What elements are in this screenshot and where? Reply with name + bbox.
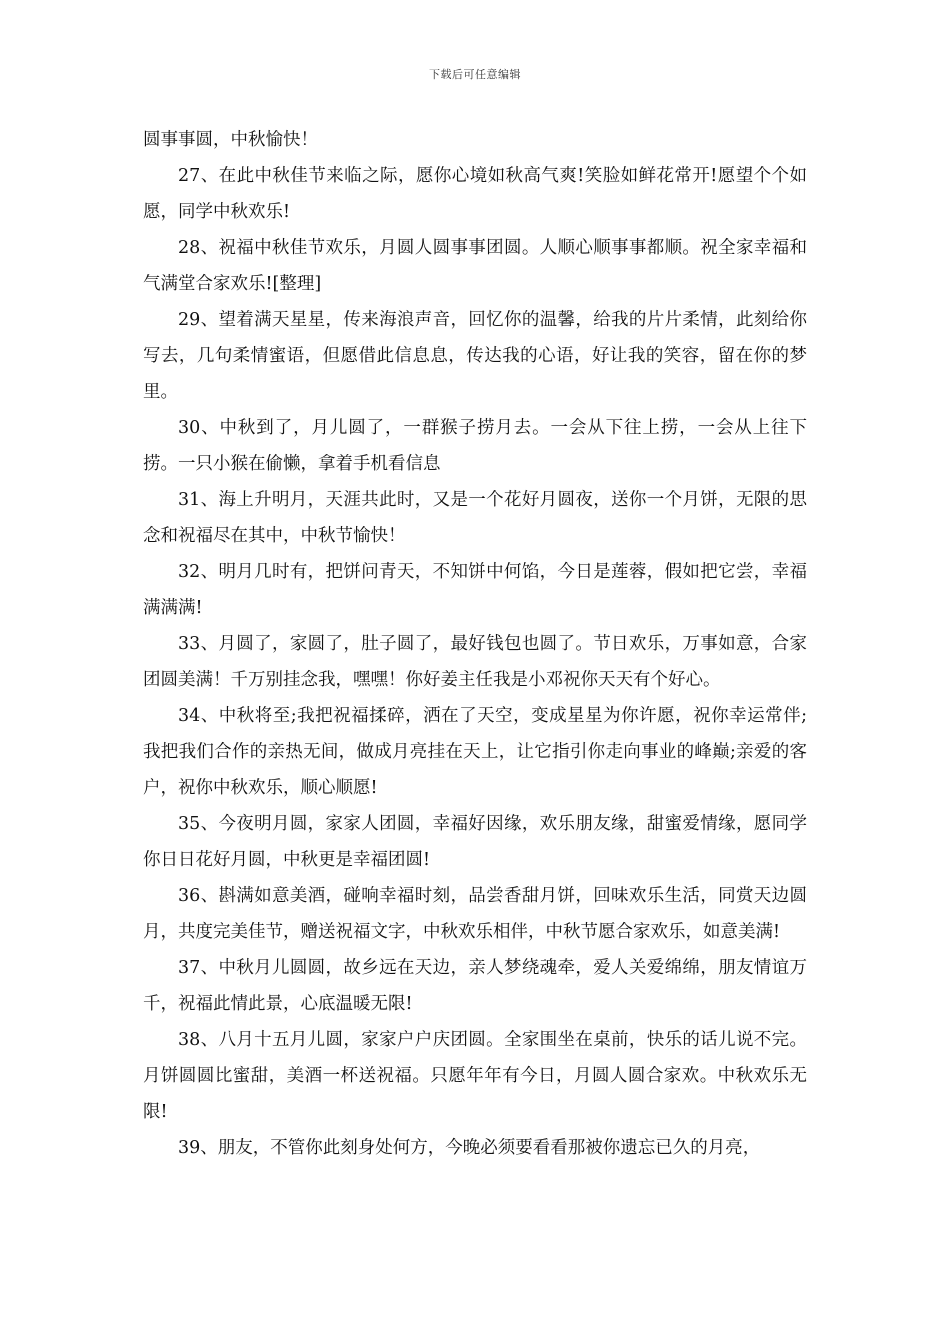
paragraph-29: 29、望着满天星星，传来海浪声音，回忆你的温馨，给我的片片柔情，此刻给你写去，几句柔情蜜语，但愿借此信息息，传达我的心语，好让我的笑容，留在你的梦里。	[143, 310, 807, 402]
paragraph-33: 33、月圆了，家圆了，肚子圆了，最好钱包也圆了。节日欢乐，万事如意，合家团圆美满！千万别挂念我，嘿嘿！你好姜主任我是小邓祝你天天有个好心。	[143, 634, 807, 690]
paragraph-39: 39、朋友，不管你此刻身处何方，今晚必须要看看那被你遗忘已久的月亮，	[178, 1138, 761, 1158]
paragraph-27: 27、在此中秋佳节来临之际，愿你心境如秋高气爽!笑脸如鲜花常开!愿望个个如愿，同学中秋欢乐!	[143, 166, 807, 222]
paragraph-continuation: 圆事事圆，中秋愉快！	[143, 130, 318, 150]
paragraph-34: 34、中秋将至;我把祝福揉碎，洒在了天空，变成星星为你许愿，祝你幸运常伴;我把我们合作的亲热无间，做成月亮挂在天上，让它指引你走向事业的峰巅;亲爱的客户，祝你中秋欢乐，顺心顺愿!	[143, 706, 807, 798]
paragraph-28: 28、祝福中秋佳节欢乐，月圆人圆事事团圆。人顺心顺事事都顺。祝全家幸福和气满堂合家欢乐![整理]	[143, 238, 807, 294]
paragraph-38: 38、八月十五月儿圆，家家户户庆团圆。全家围坐在桌前，快乐的话儿说不完。月饼圆圆比蜜甜，美酒一杯送祝福。只愿年年有今日，月圆人圆合家欢。中秋欢乐无限!	[143, 1030, 807, 1122]
document-body	[143, 122, 807, 1166]
paragraph-35: 35、今夜明月圆，家家人团圆，幸福好因缘，欢乐朋友缘，甜蜜爱情缘，愿同学你日日花好月圆，中秋更是幸福团圆!	[143, 814, 807, 870]
paragraph-32: 32、明月几时有，把饼问青天，不知饼中何馅，今日是莲蓉，假如把它尝，幸福满满满!	[143, 562, 807, 618]
paragraph-36: 36、斟满如意美酒，碰响幸福时刻，品尝香甜月饼，回味欢乐生活，同赏天边圆月，共度完美佳节，赠送祝福文字，中秋欢乐相伴，中秋节愿合家欢乐，如意美满!	[143, 886, 807, 942]
paragraph-37: 37、中秋月儿圆圆，故乡远在天边，亲人梦绕魂牵，爱人关爱绵绵，朋友情谊万千，祝福此情此景，心底温暖无限!	[143, 958, 807, 1014]
page-header: 下载后可任意编辑	[429, 68, 521, 81]
paragraph-31: 31、海上升明月，天涯共此时，又是一个花好月圆夜，送你一个月饼，无限的思念和祝福尽在其中，中秋节愉快！	[143, 490, 807, 546]
paragraph-30: 30、中秋到了，月儿圆了，一群猴子捞月去。一会从下往上捞，一会从上往下捞。一只小猴在偷懒，拿着手机看信息	[143, 418, 807, 474]
